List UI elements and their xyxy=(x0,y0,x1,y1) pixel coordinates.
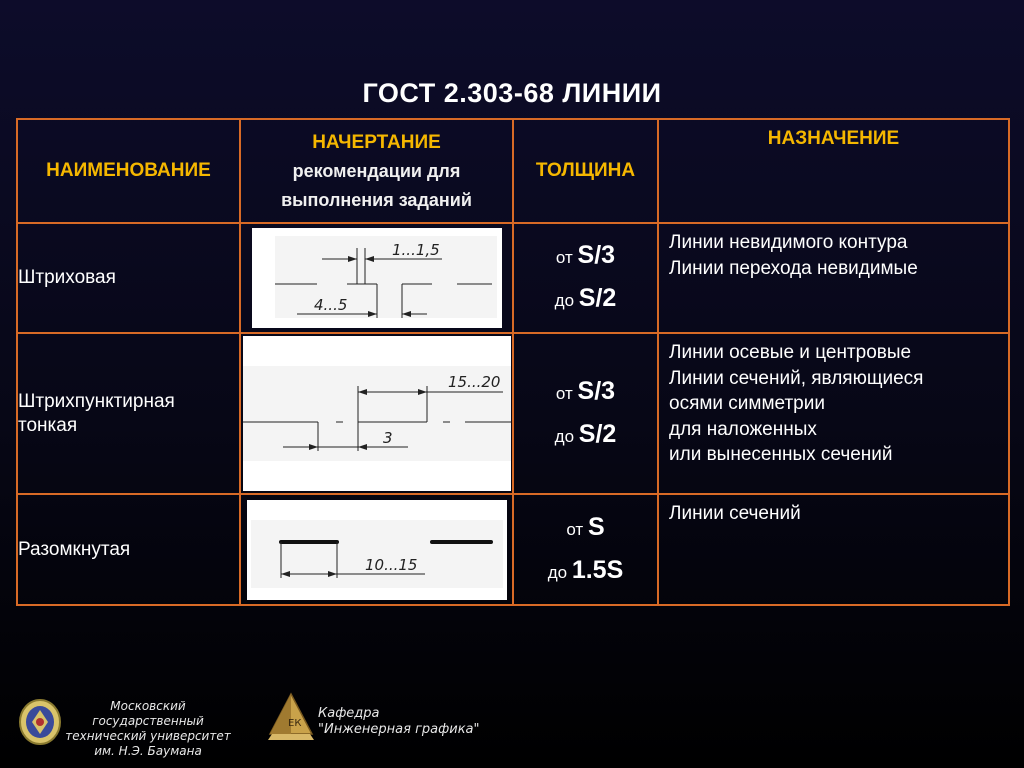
purpose-line: или вынесенных сечений xyxy=(669,444,893,465)
row-purpose xyxy=(658,494,1009,605)
table-row xyxy=(17,494,1009,605)
dashed-line-drawing xyxy=(252,228,502,328)
header-drawing-sub2: выполнения заданий xyxy=(281,189,472,210)
drawing-label: 1...1,5 xyxy=(391,241,440,259)
department-logo-icon xyxy=(266,690,316,744)
university-emblem-icon xyxy=(18,698,62,746)
header-name: НАИМЕНОВАНИЕ xyxy=(17,119,240,223)
purpose-line: Линии осевые и центровые xyxy=(669,342,912,363)
university-name: Московский государственный технический университет им. Н.Э. Баумана xyxy=(65,699,231,758)
row-purpose xyxy=(658,223,1009,333)
row-name-line: Штрихпунктирная xyxy=(18,390,175,412)
drawing-label: 10...15 xyxy=(364,555,417,574)
thickness-to: до S/2 xyxy=(554,419,617,448)
row-thickness xyxy=(513,333,658,494)
page-title: ГОСТ 2.303-68 ЛИНИИ xyxy=(362,78,662,108)
purpose-line: осями симметрии xyxy=(669,393,825,414)
row-name xyxy=(17,494,240,605)
purpose-line: Линии сечений xyxy=(669,503,801,524)
thickness-from: от S/3 xyxy=(555,241,616,269)
row-drawing xyxy=(240,494,513,605)
header-drawing-sub1: рекомендации для xyxy=(292,160,461,181)
purpose-line: Линии перехода невидимые xyxy=(669,257,918,279)
purpose-line: Линии невидимого контура xyxy=(669,232,908,253)
header-purpose: НАЗНАЧЕНИЕ xyxy=(658,119,1009,223)
purpose-line: для наложенных xyxy=(669,418,817,440)
line-types-table xyxy=(16,118,1010,606)
table-row xyxy=(17,333,1009,494)
header-thickness: ТОЛЩИНА xyxy=(513,119,658,223)
row-thickness xyxy=(513,223,658,333)
row-name-line: Разомкнутая xyxy=(18,538,131,560)
row-purpose xyxy=(658,333,1009,494)
row-name xyxy=(17,223,240,333)
purpose-line: Линии сечений, являющиеся xyxy=(669,367,924,389)
table-row xyxy=(17,223,1009,333)
header-drawing-title: НАЧЕРТАНИЕ xyxy=(312,131,441,153)
row-drawing xyxy=(240,223,513,333)
table-header-row xyxy=(17,119,1009,223)
thickness-to: до S/2 xyxy=(554,284,617,312)
department-name: Кафедра "Инженерная графика" xyxy=(318,706,480,737)
thickness-to: до 1.5S xyxy=(547,555,624,584)
svg-text:ЕК: ЕК xyxy=(288,718,302,729)
drawing-label: 15...20 xyxy=(447,373,500,391)
dash-dot-line-drawing xyxy=(243,336,511,491)
drawing-label: 3 xyxy=(382,429,393,447)
header-drawing xyxy=(240,119,513,223)
row-drawing xyxy=(240,333,513,494)
open-line-drawing xyxy=(247,500,507,600)
drawing-label: 4...5 xyxy=(313,296,347,314)
thickness-from: от S xyxy=(566,512,605,541)
row-thickness xyxy=(513,494,658,605)
row-name-line: тонкая xyxy=(18,414,78,436)
row-name xyxy=(17,333,240,494)
row-name-line: Штриховая xyxy=(18,267,116,288)
thickness-from: от S/3 xyxy=(555,376,616,405)
